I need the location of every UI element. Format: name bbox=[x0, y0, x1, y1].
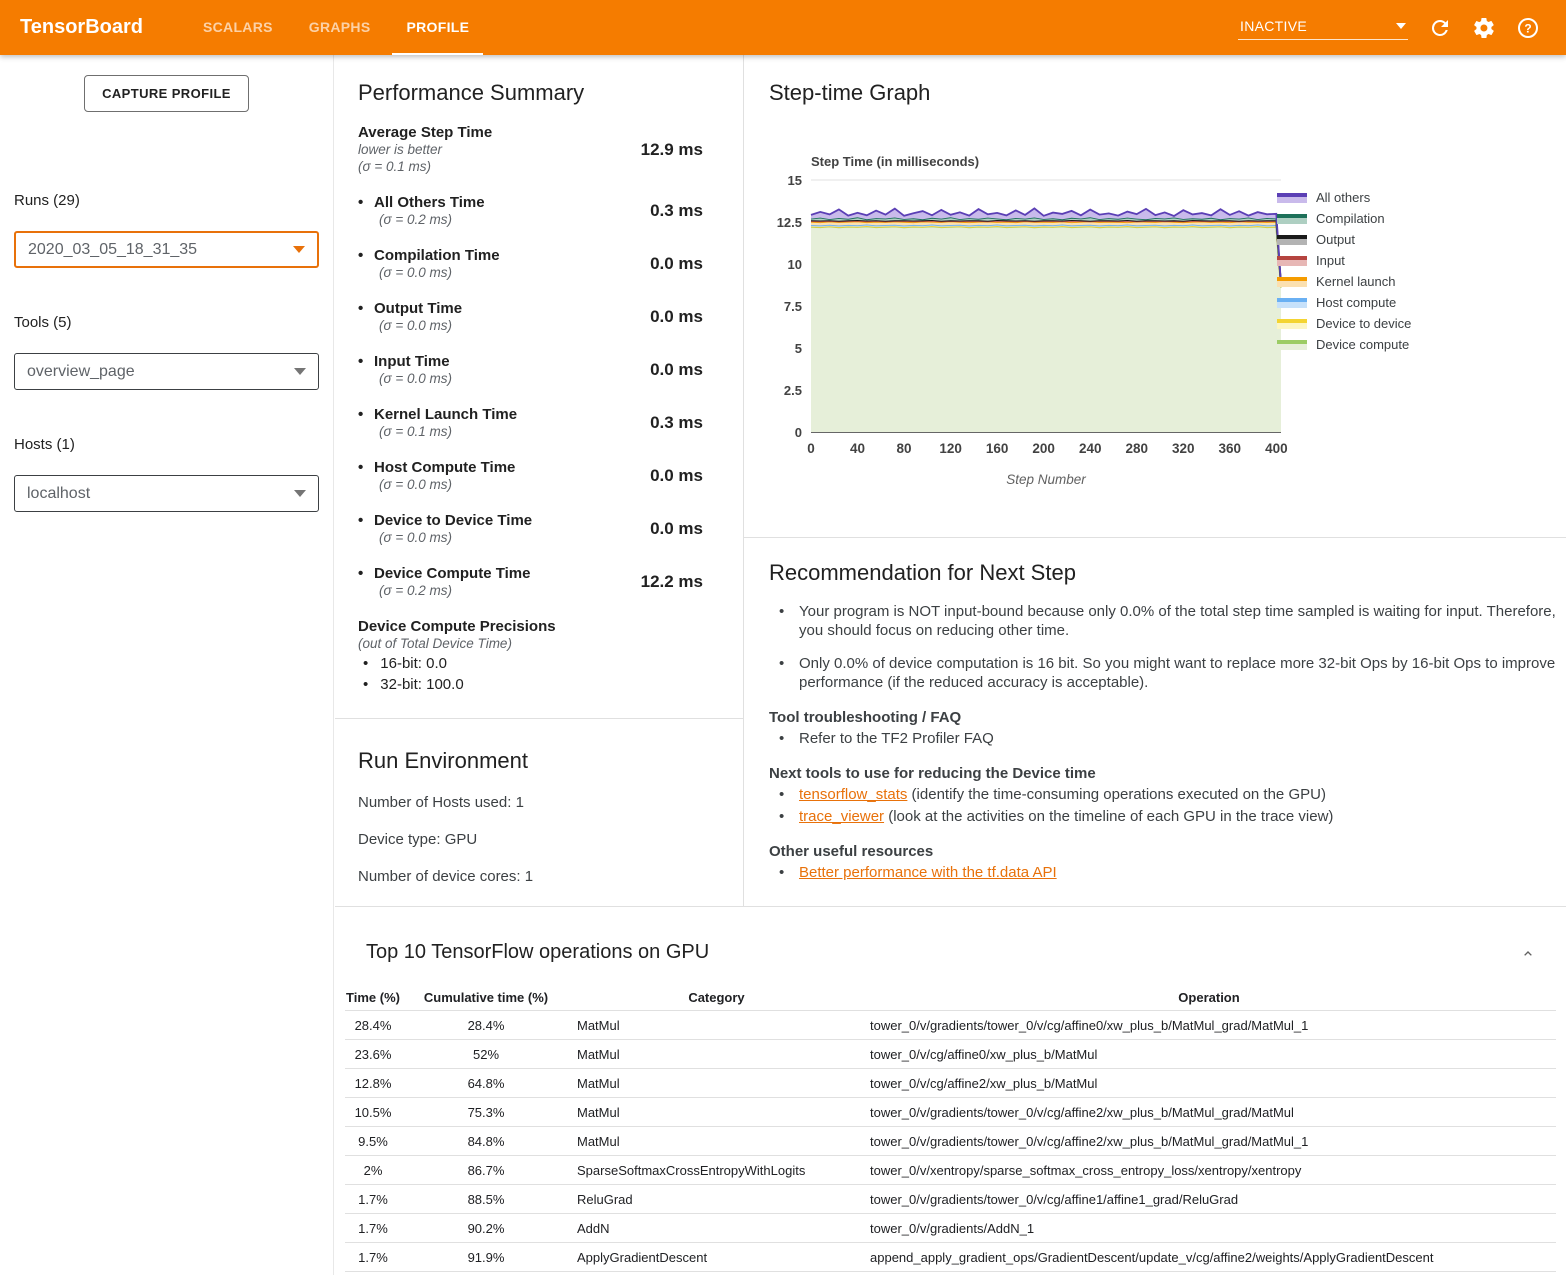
legend-item: Device compute bbox=[1277, 334, 1411, 355]
table-header-row bbox=[345, 984, 1556, 1011]
help-icon[interactable] bbox=[1516, 16, 1540, 40]
table-row bbox=[345, 1098, 1556, 1127]
performance-summary-title: Performance Summary bbox=[358, 80, 585, 105]
svg-text:40: 40 bbox=[850, 441, 866, 456]
perf-metric-value: 12.2 ms bbox=[640, 572, 703, 591]
perf-metric-value: 0.3 ms bbox=[650, 413, 703, 432]
perf-metric-value: 0.0 ms bbox=[650, 307, 703, 326]
svg-text:360: 360 bbox=[1218, 441, 1242, 456]
perf-metric-row: • Device to Device Time (σ = 0.0 ms) 0.0 ms bbox=[358, 512, 743, 546]
svg-text:Step Time (in milliseconds): Step Time (in milliseconds) bbox=[811, 154, 980, 169]
svg-text:240: 240 bbox=[1078, 441, 1102, 456]
perf-metric-row: • Host Compute Time (σ = 0.0 ms) 0.0 ms bbox=[358, 459, 743, 493]
time-cell: 1.7% bbox=[358, 1249, 388, 1265]
run-environment-title: Run Environment bbox=[358, 748, 528, 773]
recommendation-item: • Refer to the TF2 Profiler FAQ bbox=[769, 729, 1559, 748]
link[interactable]: trace_viewer bbox=[799, 808, 885, 825]
svg-text:400: 400 bbox=[1265, 441, 1288, 456]
svg-text:2.5: 2.5 bbox=[783, 383, 802, 398]
category-cell: AddN bbox=[577, 1220, 610, 1236]
table-row bbox=[345, 1243, 1556, 1272]
runs-value: 2020_03_05_18_31_35 bbox=[28, 240, 198, 258]
hosts-label: Hosts (1) bbox=[14, 436, 75, 453]
operation-cell: tower_0/v/gradients/tower_0/v/cg/affine2/xw_plus_b/MatMul_grad/MatMul_1 bbox=[870, 1133, 1309, 1149]
tab-profile[interactable]: PROFILE bbox=[388, 0, 487, 55]
time-cell: 23.6% bbox=[354, 1046, 392, 1062]
category-cell: MatMul bbox=[577, 1104, 620, 1120]
column-header: Operation bbox=[1178, 989, 1240, 1005]
cumulative-cell: 28.4% bbox=[467, 1017, 505, 1033]
table-row bbox=[345, 1214, 1556, 1243]
perf-metric-row: • All Others Time (σ = 0.2 ms) 0.3 ms bbox=[358, 194, 743, 228]
link[interactable]: Better performance with the tf.data API bbox=[799, 864, 1057, 881]
recommendation-title: Recommendation for Next Step bbox=[769, 560, 1076, 585]
legend-item: Host compute bbox=[1277, 292, 1411, 313]
top-ops-table bbox=[345, 984, 1556, 1272]
category-cell: SparseSoftmaxCrossEntropyWithLogits bbox=[577, 1162, 806, 1178]
refresh-icon[interactable] bbox=[1428, 16, 1452, 40]
runs-label: Runs (29) bbox=[14, 192, 80, 209]
divider bbox=[744, 537, 1566, 538]
recommendation-subheading: Tool troubleshooting / FAQ bbox=[769, 709, 962, 726]
legend-swatch-icon bbox=[1277, 235, 1307, 245]
time-cell: 12.8% bbox=[354, 1075, 392, 1091]
header-actions bbox=[1238, 15, 1566, 40]
category-cell: ReluGrad bbox=[577, 1191, 633, 1207]
operation-cell: tower_0/v/gradients/tower_0/v/cg/affine1/affine1_grad/ReluGrad bbox=[870, 1191, 1239, 1207]
perf-metric-value: 0.0 ms bbox=[650, 254, 703, 273]
hosts-value: localhost bbox=[27, 484, 91, 502]
top-ops-title: Top 10 TensorFlow operations on GPU bbox=[366, 941, 710, 963]
legend-swatch-icon bbox=[1277, 277, 1307, 287]
table-row bbox=[345, 1156, 1556, 1185]
precisions-subtitle: (out of Total Device Time) bbox=[358, 636, 512, 651]
run-env-line: Number of device cores: 1 bbox=[358, 868, 534, 885]
cumulative-cell: 84.8% bbox=[467, 1133, 505, 1149]
column-header: Time (%) bbox=[346, 989, 400, 1005]
column-header: Category bbox=[688, 989, 745, 1005]
cumulative-cell: 90.2% bbox=[467, 1220, 505, 1236]
svg-text:0: 0 bbox=[807, 441, 815, 456]
perf-metric-value: 0.0 ms bbox=[650, 519, 703, 538]
status-dropdown[interactable] bbox=[1238, 15, 1408, 40]
svg-text:200: 200 bbox=[1032, 441, 1055, 456]
performance-summary-section bbox=[335, 55, 743, 693]
svg-text:0: 0 bbox=[794, 425, 802, 440]
step-time-graph-title: Step-time Graph bbox=[769, 80, 931, 105]
perf-metric-value: 0.3 ms bbox=[650, 201, 703, 220]
tab-scalars[interactable]: SCALARS bbox=[203, 19, 273, 35]
svg-text:160: 160 bbox=[985, 441, 1009, 456]
table-row bbox=[345, 1127, 1556, 1156]
legend-item: All others bbox=[1277, 187, 1411, 208]
precisions-title: Device Compute Precisions bbox=[358, 618, 556, 635]
recommendation-subheading: Other useful resources bbox=[769, 843, 934, 860]
hosts-dropdown[interactable] bbox=[14, 475, 319, 512]
sidebar bbox=[0, 55, 334, 1275]
recommendation-item: • tensorflow_stats (identify the time-consuming operations executed on the GPU) bbox=[769, 785, 1559, 804]
chevron-down-icon bbox=[294, 368, 306, 375]
table-row bbox=[345, 1040, 1556, 1069]
column-header: Cumulative time (%) bbox=[423, 989, 549, 1005]
perf-metric-row: • Compilation Time (σ = 0.0 ms) 0.0 ms bbox=[358, 247, 743, 281]
category-cell: MatMul bbox=[577, 1017, 620, 1033]
legend-item: Compilation bbox=[1277, 208, 1411, 229]
run-env-line: Device type: GPU bbox=[358, 831, 478, 848]
cumulative-cell: 88.5% bbox=[467, 1191, 505, 1207]
operation-cell: tower_0/v/gradients/tower_0/v/cg/affine2/xw_plus_b/MatMul_grad/MatMul bbox=[870, 1104, 1294, 1120]
recommendation-item bbox=[769, 863, 1559, 882]
chevron-down-icon bbox=[294, 490, 306, 497]
operation-cell: tower_0/v/xentropy/sparse_softmax_cross_entropy_loss/xentropy/xentropy bbox=[870, 1162, 1302, 1178]
status-value: INACTIVE bbox=[1240, 18, 1307, 34]
table-row bbox=[345, 1011, 1556, 1040]
perf-metric-row: • Output Time (σ = 0.0 ms) 0.0 ms bbox=[358, 300, 743, 334]
cumulative-cell: 86.7% bbox=[467, 1162, 505, 1178]
vertical-divider bbox=[743, 55, 744, 906]
recommendation-bullet: • Your program is NOT input-bound because only 0.0% of the total step time sampled is waiting for input. Therefore, you should focus on reducing other time. bbox=[769, 602, 1559, 640]
legend-swatch-icon bbox=[1277, 256, 1307, 266]
perf-metric-row: • Device Compute Time (σ = 0.2 ms) 12.2 ms bbox=[358, 565, 743, 599]
time-cell: 1.7% bbox=[358, 1220, 388, 1236]
legend-swatch-icon bbox=[1277, 319, 1307, 329]
cumulative-cell: 64.8% bbox=[467, 1075, 505, 1091]
legend-item: Device to device bbox=[1277, 313, 1411, 334]
table-row bbox=[345, 1069, 1556, 1098]
category-cell: MatMul bbox=[577, 1046, 620, 1062]
app-title: TensorBoard bbox=[20, 16, 143, 38]
device-compute-precisions bbox=[358, 618, 743, 693]
svg-text:12.5: 12.5 bbox=[776, 215, 802, 230]
time-cell: 2% bbox=[363, 1162, 383, 1178]
legend-item: Input bbox=[1277, 250, 1411, 271]
svg-text:Step Number: Step Number bbox=[1006, 472, 1086, 487]
category-cell: MatMul bbox=[577, 1075, 620, 1091]
tab-graphs[interactable]: GRAPHS bbox=[308, 19, 371, 35]
step-time-chart bbox=[754, 150, 1324, 500]
precision-item: • 32-bit: 100.0 bbox=[358, 676, 743, 693]
performance-summary-rows bbox=[358, 124, 743, 599]
cumulative-cell: 91.9% bbox=[467, 1249, 505, 1265]
recommendation-section bbox=[769, 560, 1559, 882]
recommendation-bullet: • Only 0.0% of device computation is 16 bit. So you might want to replace more 32-bit Ops by 16-bit Ops to improve performance (if the reduced accuracy is acceptable). bbox=[769, 654, 1559, 692]
svg-text:10: 10 bbox=[787, 257, 802, 272]
chart-legend bbox=[1277, 187, 1411, 355]
capture-profile-button[interactable]: CAPTURE PROFILE bbox=[84, 75, 249, 112]
category-cell: MatMul bbox=[577, 1133, 620, 1149]
main-content bbox=[335, 55, 1566, 1275]
runs-dropdown[interactable] bbox=[14, 231, 319, 268]
chevron-down-icon bbox=[293, 246, 305, 253]
recommendation-item: • trace_viewer (look at the activities on the timeline of each GPU in the trace view) bbox=[769, 807, 1559, 826]
link[interactable]: tensorflow_stats bbox=[799, 786, 908, 803]
operation-cell: tower_0/v/cg/affine2/xw_plus_b/MatMul bbox=[870, 1075, 1098, 1091]
svg-text:80: 80 bbox=[896, 441, 912, 456]
perf-metric-value: 0.0 ms bbox=[650, 466, 703, 485]
operation-cell: tower_0/v/gradients/tower_0/v/cg/affine0/xw_plus_b/MatMul_grad/MatMul_1 bbox=[870, 1017, 1309, 1033]
svg-text:?: ? bbox=[1524, 21, 1532, 35]
legend-swatch-icon bbox=[1277, 193, 1307, 203]
recommendation-subheading: Next tools to use for reducing the Device time bbox=[769, 765, 1096, 782]
legend-item: Kernel launch bbox=[1277, 271, 1411, 292]
perf-metric-row: Average Step Time lower is better (σ = 0.1 ms) 12.9 ms bbox=[358, 124, 743, 175]
tools-label: Tools (5) bbox=[14, 314, 72, 331]
operation-cell: append_apply_gradient_ops/GradientDescent/update_v/cg/affine2/weights/ApplyGradientDescent bbox=[870, 1249, 1434, 1265]
app-header bbox=[0, 0, 1566, 55]
perf-metric-row: • Input Time (σ = 0.0 ms) 0.0 ms bbox=[358, 353, 743, 387]
perf-metric-value: 12.9 ms bbox=[640, 139, 703, 159]
cumulative-cell: 52% bbox=[472, 1046, 500, 1062]
settings-gear-icon[interactable] bbox=[1472, 16, 1496, 40]
divider bbox=[335, 906, 1566, 907]
legend-swatch-icon bbox=[1277, 298, 1307, 308]
divider bbox=[335, 718, 743, 719]
time-cell: 1.7% bbox=[358, 1191, 388, 1207]
svg-text:7.5: 7.5 bbox=[783, 299, 802, 314]
svg-text:320: 320 bbox=[1172, 441, 1195, 456]
cumulative-cell: 75.3% bbox=[467, 1104, 505, 1120]
chevron-down-icon bbox=[1396, 23, 1406, 29]
operation-cell: tower_0/v/gradients/AddN_1 bbox=[870, 1220, 1035, 1236]
category-cell: ApplyGradientDescent bbox=[577, 1249, 708, 1265]
time-cell: 28.4% bbox=[354, 1017, 392, 1033]
time-cell: 9.5% bbox=[358, 1133, 388, 1149]
svg-text:5: 5 bbox=[794, 341, 802, 356]
perf-metric-row: • Kernel Launch Time (σ = 0.1 ms) 0.3 ms bbox=[358, 406, 743, 440]
chevron-up-icon[interactable] bbox=[1520, 946, 1536, 962]
run-env-line: Number of Hosts used: 1 bbox=[358, 794, 524, 811]
table-row bbox=[345, 1185, 1556, 1214]
legend-swatch-icon bbox=[1277, 214, 1307, 224]
tools-dropdown[interactable] bbox=[14, 353, 319, 390]
legend-swatch-icon bbox=[1277, 340, 1307, 350]
operation-cell: tower_0/v/cg/affine0/xw_plus_b/MatMul bbox=[870, 1046, 1098, 1062]
svg-text:15: 15 bbox=[787, 173, 802, 188]
perf-metric-value: 0.0 ms bbox=[650, 360, 703, 379]
svg-text:120: 120 bbox=[939, 441, 962, 456]
nav-tabs bbox=[185, 0, 487, 55]
legend-item: Output bbox=[1277, 229, 1411, 250]
precision-item: • 16-bit: 0.0 bbox=[358, 655, 743, 672]
svg-text:280: 280 bbox=[1125, 441, 1149, 456]
time-cell: 10.5% bbox=[354, 1104, 392, 1120]
run-environment-section bbox=[335, 748, 743, 885]
tools-value: overview_page bbox=[27, 362, 135, 380]
